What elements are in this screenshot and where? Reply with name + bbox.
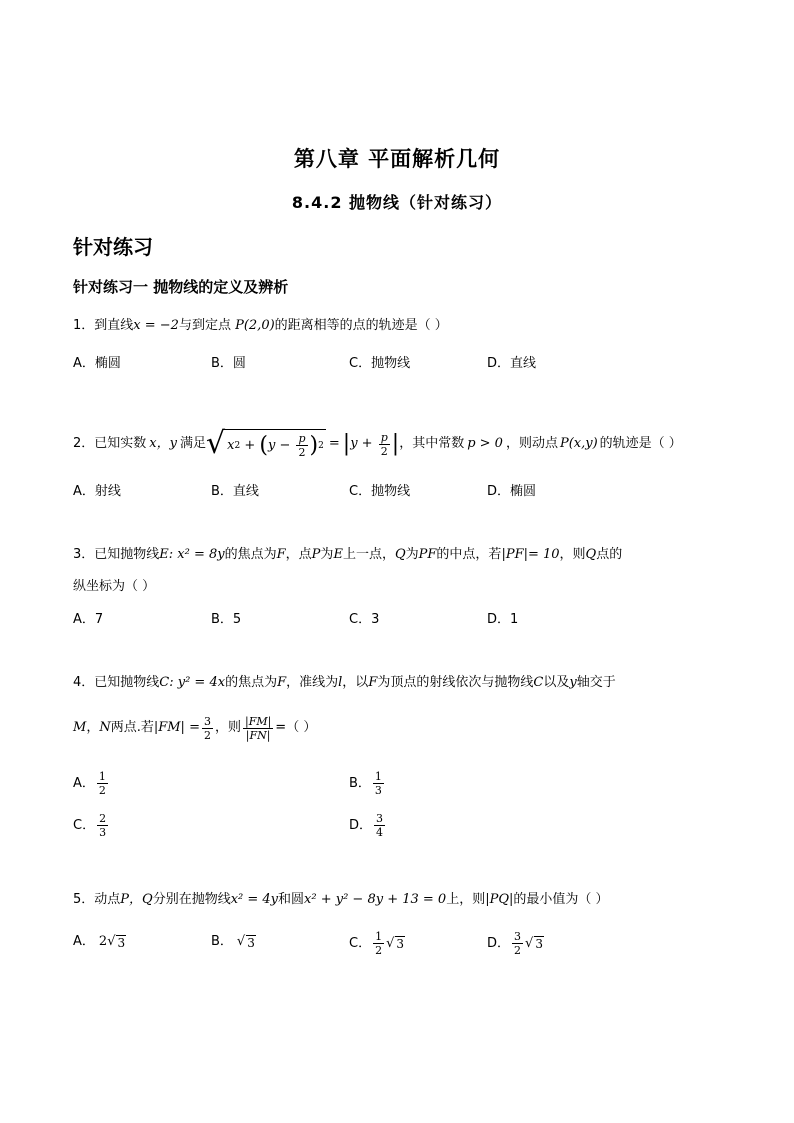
q3-text-2: 的焦点为 (224, 547, 277, 562)
q3-option-d[interactable]: D．1 (487, 612, 519, 627)
q2-text-b: 满足 (179, 436, 206, 451)
q2-text-c: ，其中常数 (399, 436, 465, 451)
q1-line-eq: x = −2 (133, 318, 179, 333)
q5-option-d[interactable]: D． $\frac{3}{2}$ √ 3 (487, 930, 543, 957)
q2-text-e: 的轨迹是（ ） (599, 436, 682, 451)
q3-equation: E: x² = 8y (159, 547, 225, 562)
q4-text-6: 以及 (543, 675, 570, 690)
q4-M: M (73, 720, 87, 735)
q4-fraction: $\frac{3}{2}$ (203, 714, 211, 742)
q5-option-b[interactable]: B． √ 3 (211, 934, 255, 950)
q2-point: P(x,y) (559, 436, 598, 451)
q5-abs-PQ: |PQ| (485, 892, 514, 907)
q2-option-b[interactable]: B．直线 (211, 484, 259, 499)
q3-text-7: 的中点，若 (436, 547, 502, 562)
q3-P: P (311, 547, 321, 562)
q2-sqrt-expression: √ x 2 + ( y − $\frac{p}{2}$ ) 2 (205, 426, 324, 461)
q4-N: N (99, 720, 111, 735)
q3-text-6: 为 (405, 547, 419, 562)
q4-l: l (338, 675, 343, 690)
q5-option-a[interactable]: A． 2 √ 3 (73, 934, 126, 950)
q5-equation-2: x² + y² − 8y + 13 = 0 (304, 892, 447, 907)
q5-PQ: P，Q (120, 892, 153, 907)
q4-text-10: ，则 (214, 720, 241, 735)
section-title: 8.4.2 抛物线（针对练习） (291, 193, 503, 212)
q5-text-4: 上，则 (446, 892, 486, 907)
q4-option-d[interactable]: D． $\frac{3}{4}$ (349, 812, 384, 839)
q5-text-3: 和圆 (278, 892, 305, 907)
q3-text-9: 点的 (596, 547, 623, 562)
question-4-line-1 (73, 673, 616, 693)
q1-text-b: 与到定点 (178, 318, 231, 333)
q3-option-a[interactable]: A．7 (73, 612, 104, 627)
q4-text-5: 为顶点的射线依次与抛物线 (377, 675, 534, 690)
q4-y: y (569, 675, 577, 690)
q4-ratio: $\frac{|FM|}{|FN|}$ (244, 714, 272, 742)
question-1 (73, 316, 448, 336)
q3-F: F (276, 547, 286, 562)
q1-option-c[interactable]: C．抛物线 (349, 356, 411, 371)
q4-option-c[interactable]: C． $\frac{2}{3}$ (73, 812, 107, 839)
q1-option-b[interactable]: B．圆 (211, 356, 246, 371)
q2-option-a[interactable]: A．射线 (73, 484, 121, 499)
q4-text-11: =（ ） (275, 720, 317, 735)
q2-condition: p > 0 (467, 436, 503, 451)
q4-text-3: ，准线为 (286, 675, 339, 690)
q3-option-c[interactable]: C．3 (349, 612, 380, 627)
q4-text-7: 轴交于 (576, 675, 616, 690)
q1-option-d[interactable]: D．直线 (487, 356, 537, 371)
q2-option-d[interactable]: D．椭圆 (487, 484, 537, 499)
question-5 (73, 890, 609, 910)
q3-Q: Q (394, 547, 406, 562)
q4-text-4: ，以 (342, 675, 369, 690)
practice-subheading: 针对练习一 抛物线的定义及辨析 (73, 278, 289, 296)
q3-text-4: 为 (320, 547, 334, 562)
q4-text-8: ， (86, 720, 100, 735)
practice-heading: 针对练习 (73, 235, 153, 259)
q4-C: C (533, 675, 544, 690)
q1-option-a[interactable]: A．椭圆 (73, 356, 121, 371)
q1-point: P(2,0) (235, 318, 275, 333)
q2-option-c[interactable]: C．抛物线 (349, 484, 411, 499)
q4-abs-FM: |FM| = (153, 720, 200, 735)
q4-text-2: 的焦点为 (225, 675, 278, 690)
question-3-line-2: 纵坐标为（ ） (73, 579, 156, 594)
q3-E: E (333, 547, 343, 562)
q5-text-5: 的最小值为（ ） (513, 892, 609, 907)
q3-abs: |PF|= 10 (501, 547, 560, 562)
question-4-line-2 (73, 708, 316, 748)
q5-option-c[interactable]: C． $\frac{1}{2}$ √ 3 (349, 930, 405, 957)
q4-equation: C: y² = 4x (159, 675, 226, 690)
q3-option-b[interactable]: B．5 (211, 612, 242, 627)
q2-vars: x，y (149, 436, 177, 451)
q4-option-a[interactable]: A． $\frac{1}{2}$ (73, 770, 106, 797)
q1-text-a: 1．到直线 (73, 318, 134, 333)
q3-text-3: ，点 (285, 547, 312, 562)
q3-Q2: Q (585, 547, 597, 562)
q2-text-a: 2．已知实数 (73, 436, 147, 451)
q2-text-d: ，则动点 (505, 436, 558, 451)
chapter-title: 第八章 平面解析几何 (293, 147, 501, 171)
q3-text-1: 3．已知抛物线 (73, 547, 160, 562)
q5-text-1: 5．动点 (73, 892, 121, 907)
q4-F: F (277, 675, 287, 690)
q3-text-5: 上一点， (342, 547, 395, 562)
q4-option-b[interactable]: B． $\frac{1}{3}$ (349, 770, 382, 797)
q3-text-8: ，则 (559, 547, 586, 562)
question-2: 2．已知实数 x，y 满足 √ x 2 + ( y − $\frac{p}{2}$ ) 2 = | y + $\frac{p}{2}$ | ，其中常数 p > 0 ，则动点 P(x,y) 的轨迹是（ ） (73, 426, 682, 461)
q4-F2: F (368, 675, 378, 690)
q3-PF: PF (418, 547, 437, 562)
q4-text-1: 4．已知抛物线 (73, 675, 160, 690)
question-3-line-1 (73, 545, 622, 565)
q1-text-c: 的距离相等的点的轨迹是（ ） (274, 318, 448, 333)
q4-text-9: 两点.若 (110, 720, 154, 735)
q5-equation-1: x² = 4y (230, 892, 279, 907)
q5-text-2: 分别在抛物线 (152, 892, 231, 907)
